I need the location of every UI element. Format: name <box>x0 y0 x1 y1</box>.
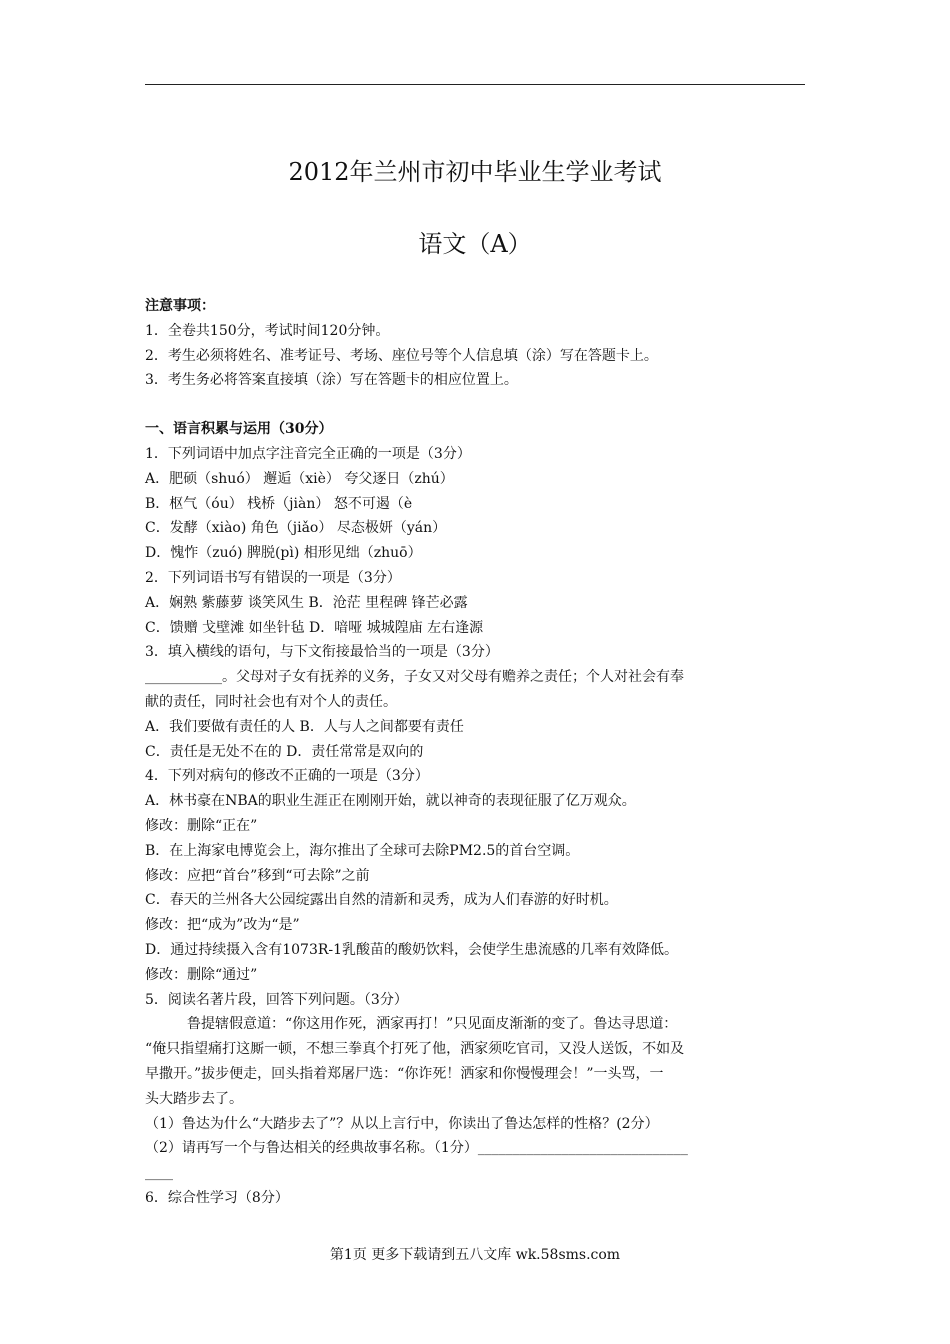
header-rule <box>145 84 805 85</box>
sub-question-text: （2）请再写一个与鲁达相关的经典故事名称。（1分） <box>145 1140 478 1157</box>
question-stem: 5．阅读名著片段，回答下列问题。（3分） <box>145 991 408 1008</box>
question-option: A．我们要做有责任的人 B．人与人之间都要有责任 <box>145 718 464 735</box>
notes-heading: 注意事项： <box>145 298 215 314</box>
exam-title: 2012年兰州市初中毕业生学业考试 <box>288 158 662 186</box>
note-item: 1．全卷共150分，考试时间120分钟。 <box>145 322 390 339</box>
answer-blank: ___________ <box>145 669 222 686</box>
note-item: 2．考生必须将姓名、准考证号、考场、座位号等个人信息填（涂）写在答题卡上。 <box>145 347 658 364</box>
question-option: C．责任是无处不在的 D．责任常常是双向的 <box>145 743 424 760</box>
question-stem: 2．下列词语书写有错误的一项是（3分） <box>145 569 401 586</box>
question-line: 修改：应把“首台”移到“可去除”之前 <box>145 867 370 884</box>
question-option: D．愧怍（zuó) 脾脱(pì) 相形见绌（zhuō） <box>145 545 422 562</box>
section-heading: 一、语言积累与运用（30分） <box>145 421 333 438</box>
exam-body <box>145 294 805 1211</box>
passage-line: 头大踏步去了。 <box>145 1090 243 1107</box>
answer-blank: ____ <box>145 1165 173 1182</box>
sub-question <box>145 1136 805 1161</box>
question-line: A．林书豪在NBA的职业生涯正在刚刚开始，就以神奇的表现征服了亿万观众。 <box>145 793 636 810</box>
question-stem: 3．填入横线的语句，与下文衔接最恰当的一项是（3分） <box>145 644 499 661</box>
question-option: B．枢气（óu） 栈桥（jiàn） 怒不可遏（è <box>145 495 413 512</box>
passage-line <box>145 665 805 690</box>
sub-question: （1）鲁达为什么“大踏步去了”？从以上言行中，你读出了鲁达怎样的性格？(2分） <box>145 1115 659 1132</box>
passage-line: 献的责任，同时社会也有对个人的责任。 <box>145 693 397 710</box>
exam-subtitle: 语文（A） <box>418 230 532 258</box>
question-line: 修改：删除“正在” <box>145 817 258 834</box>
answer-blank: ______________________________ <box>477 1140 688 1157</box>
question-line: D．通过持续摄入含有1073R-1乳酸苗的酸奶饮料，会使学生患流感的几率有效降低。 <box>145 941 679 958</box>
question-stem: 1．下列词语中加点字注音完全正确的一项是（3分） <box>145 445 471 462</box>
passage-line: 早撒开。”拔步便走，回头指着郑屠尸选：“你诈死！洒家和你慢慢理会！”一头骂，一 <box>145 1065 664 1082</box>
question-line: 修改：删除“通过” <box>145 966 258 983</box>
question-line: 修改：把“成为”改为“是” <box>145 917 300 934</box>
question-stem: 4．下列对病句的修改不正确的一项是（3分） <box>145 768 429 785</box>
question-line: C．春天的兰州各大公园绽露出自然的清新和灵秀，成为人们春游的好时机。 <box>145 892 618 909</box>
page-footer: 第1页 更多下载请到五八文库 wk.58sms.com <box>329 1247 621 1263</box>
passage-text: 。父母对子女有抚养的义务，子女又对父母有赡养之责任；个人对社会有奉 <box>222 669 684 686</box>
question-option: A．娴熟 紫藤萝 谈笑风生 B．沧茫 里程碑 锋芒必露 <box>145 594 468 611</box>
question-option: A．肥硕（shuó） 邂逅（xiè） 夸父逐日（zhú） <box>145 470 454 487</box>
note-item: 3．考生务必将答案直接填（涂）写在答题卡的相应位置上。 <box>145 372 518 389</box>
question-stem: 6．综合性学习（8分） <box>145 1189 289 1206</box>
passage-line: “俺只指望痛打这厮一顿，不想三拳真个打死了他，洒家须吃官司，又没人送饭，不如及 <box>145 1041 685 1058</box>
question-line: B．在上海家电博览会上，海尔推出了全球可去除PM2.5的首台空调。 <box>145 842 580 859</box>
question-option: C．馈赠 戈壁滩 如坐针毡 D．喑哑 城城隍庙 左右逢源 <box>145 619 484 636</box>
spacer <box>145 393 805 417</box>
question-option: C．发酵（xiào) 角色（jiǎo） 尽态极妍（yán） <box>145 520 447 537</box>
passage-line: 鲁提辖假意道：“你这用作死，洒家再打！”只见面皮渐渐的变了。鲁达寻思道： <box>187 1016 678 1033</box>
